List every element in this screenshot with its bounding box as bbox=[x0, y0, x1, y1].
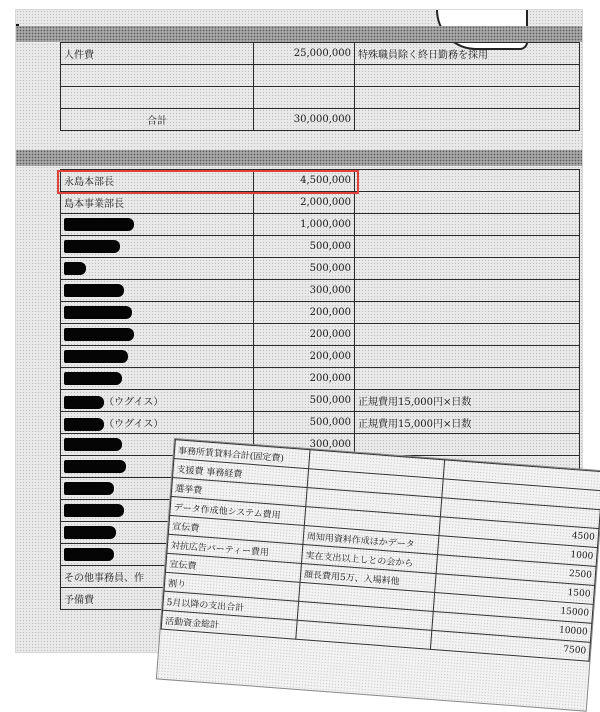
row-note: 正規費用15,000円×日数 bbox=[355, 390, 580, 412]
row-note bbox=[355, 258, 580, 280]
overlay-label: 活動資金総計 bbox=[161, 610, 297, 639]
row-amount bbox=[254, 87, 355, 109]
overlay-label: 割り bbox=[164, 572, 300, 601]
row-label-cell bbox=[61, 346, 254, 368]
row-amount: 4,500,000 bbox=[254, 170, 355, 192]
row-note bbox=[355, 368, 580, 390]
table-row bbox=[61, 390, 580, 412]
redaction-bar bbox=[64, 526, 116, 539]
row-label-cell bbox=[61, 302, 254, 324]
redaction-bar bbox=[64, 418, 104, 431]
row-note bbox=[355, 280, 580, 302]
row-note bbox=[355, 346, 580, 368]
header-band-top bbox=[16, 26, 582, 42]
overlay-label: 対抗広告パーティー費用 bbox=[167, 534, 303, 563]
table-row bbox=[61, 324, 580, 346]
row-note bbox=[355, 302, 580, 324]
row-label-cell bbox=[61, 368, 254, 390]
table-row bbox=[61, 43, 580, 65]
total-amount: 30,000,000 bbox=[254, 109, 355, 131]
row-label bbox=[61, 87, 254, 109]
row-label-cell bbox=[61, 390, 254, 412]
overlay-note: 実在支出以上しとの会から bbox=[301, 544, 437, 573]
table-row bbox=[61, 302, 580, 324]
row-label: 永島本部長 bbox=[64, 177, 114, 188]
table-row bbox=[61, 280, 580, 302]
redaction-bar bbox=[64, 218, 134, 231]
row-amount: 300,000 bbox=[254, 434, 355, 456]
redaction-bar bbox=[64, 328, 134, 341]
row-amount: 200,000 bbox=[254, 302, 355, 324]
row-label: 人件費 bbox=[61, 43, 254, 65]
table-row bbox=[61, 412, 580, 434]
row-note: 特殊職員除く終日勤務を採用 bbox=[355, 43, 580, 65]
redaction-bar bbox=[64, 438, 122, 451]
row-amount bbox=[254, 65, 355, 87]
table-row bbox=[61, 346, 580, 368]
overlay-label: 宣伝費 bbox=[165, 553, 301, 582]
row-amount: 200,000 bbox=[254, 368, 355, 390]
row-note bbox=[355, 65, 580, 87]
table-row bbox=[61, 214, 580, 236]
row-amount: 500,000 bbox=[254, 258, 355, 280]
row-label-cell bbox=[61, 258, 254, 280]
overlay-label: 事務所賃貸料合計(固定費) bbox=[174, 440, 310, 469]
row-label-cell bbox=[61, 280, 254, 302]
overlay-note: 周知用資料作成ほかデータ bbox=[303, 526, 439, 555]
row-label-cell bbox=[61, 214, 254, 236]
row-label bbox=[61, 65, 254, 87]
redaction-bar bbox=[64, 548, 114, 561]
overlay-label: 5月以降の支出合計 bbox=[163, 591, 299, 620]
table-row bbox=[61, 258, 580, 280]
row-amount: 2,000,000 bbox=[254, 192, 355, 214]
overlay-value: 1500 bbox=[435, 574, 595, 605]
row-label: （ウグイス） bbox=[104, 418, 164, 430]
row-amount: 300,000 bbox=[254, 280, 355, 302]
redaction-bar bbox=[64, 262, 86, 275]
row-note bbox=[355, 87, 580, 109]
overlay-value: 10000 bbox=[432, 611, 592, 642]
highlight-box bbox=[57, 170, 359, 194]
row-amount: 1,000,000 bbox=[254, 214, 355, 236]
row-label-cell bbox=[61, 412, 254, 434]
row-amount: 500,000 bbox=[254, 390, 355, 412]
row-note bbox=[355, 192, 580, 214]
overlay-value: 1000 bbox=[438, 536, 598, 567]
row-label: その他事務員、作 bbox=[64, 573, 144, 584]
overlay-note: 顔長費用5万、入場料他 bbox=[300, 563, 436, 592]
row-amount: 500,000 bbox=[254, 236, 355, 258]
table-row bbox=[61, 236, 580, 258]
row-label: （ウグイス） bbox=[104, 396, 164, 408]
row-label: 島本事業部長 bbox=[64, 199, 124, 210]
row-amount: 200,000 bbox=[254, 346, 355, 368]
redaction-bar bbox=[64, 396, 104, 409]
row-note bbox=[355, 109, 580, 131]
row-amount: 200,000 bbox=[254, 324, 355, 346]
redaction-bar bbox=[64, 350, 128, 363]
overlay-value: 4500 bbox=[439, 517, 599, 548]
row-label: 予備費 bbox=[64, 595, 94, 606]
row-amount: 500,000 bbox=[254, 412, 355, 434]
overlay-label: 選挙費 bbox=[171, 478, 307, 507]
redaction-bar bbox=[64, 460, 126, 473]
row-note bbox=[355, 434, 580, 456]
row-label-cell bbox=[61, 324, 254, 346]
table-row bbox=[61, 192, 580, 214]
row-note: 正規費用15,000円×日数 bbox=[355, 412, 580, 434]
table-row bbox=[61, 368, 580, 390]
redaction-bar bbox=[64, 504, 124, 517]
row-amount: 25,000,000 bbox=[254, 43, 355, 65]
redaction-bar bbox=[64, 482, 114, 495]
redaction-bar bbox=[64, 306, 132, 319]
row-label-cell bbox=[61, 236, 254, 258]
header-band-middle bbox=[16, 150, 582, 166]
table-row bbox=[61, 109, 580, 131]
row-note bbox=[355, 236, 580, 258]
overlay-value: 2500 bbox=[436, 555, 596, 586]
row-label-cell bbox=[61, 192, 254, 214]
overlay-label: 宣伝費 bbox=[168, 515, 304, 544]
overlay-value: 15000 bbox=[433, 592, 593, 623]
redaction-bar bbox=[64, 240, 120, 253]
table-row bbox=[61, 87, 580, 109]
overlay-label: データ作成他システム費用 bbox=[170, 496, 306, 525]
overlay-value: 7500 bbox=[430, 630, 590, 661]
redaction-bar bbox=[64, 284, 124, 297]
total-label: 合計 bbox=[61, 109, 254, 131]
overlay-sheet bbox=[156, 438, 600, 712]
row-note bbox=[355, 170, 580, 192]
top-table bbox=[60, 42, 580, 131]
redaction-bar bbox=[64, 372, 122, 385]
overlay-label: 支援費 事務経費 bbox=[173, 459, 309, 488]
row-note bbox=[355, 324, 580, 346]
table-row bbox=[61, 65, 580, 87]
row-note bbox=[355, 214, 580, 236]
overlay-table bbox=[161, 439, 600, 662]
